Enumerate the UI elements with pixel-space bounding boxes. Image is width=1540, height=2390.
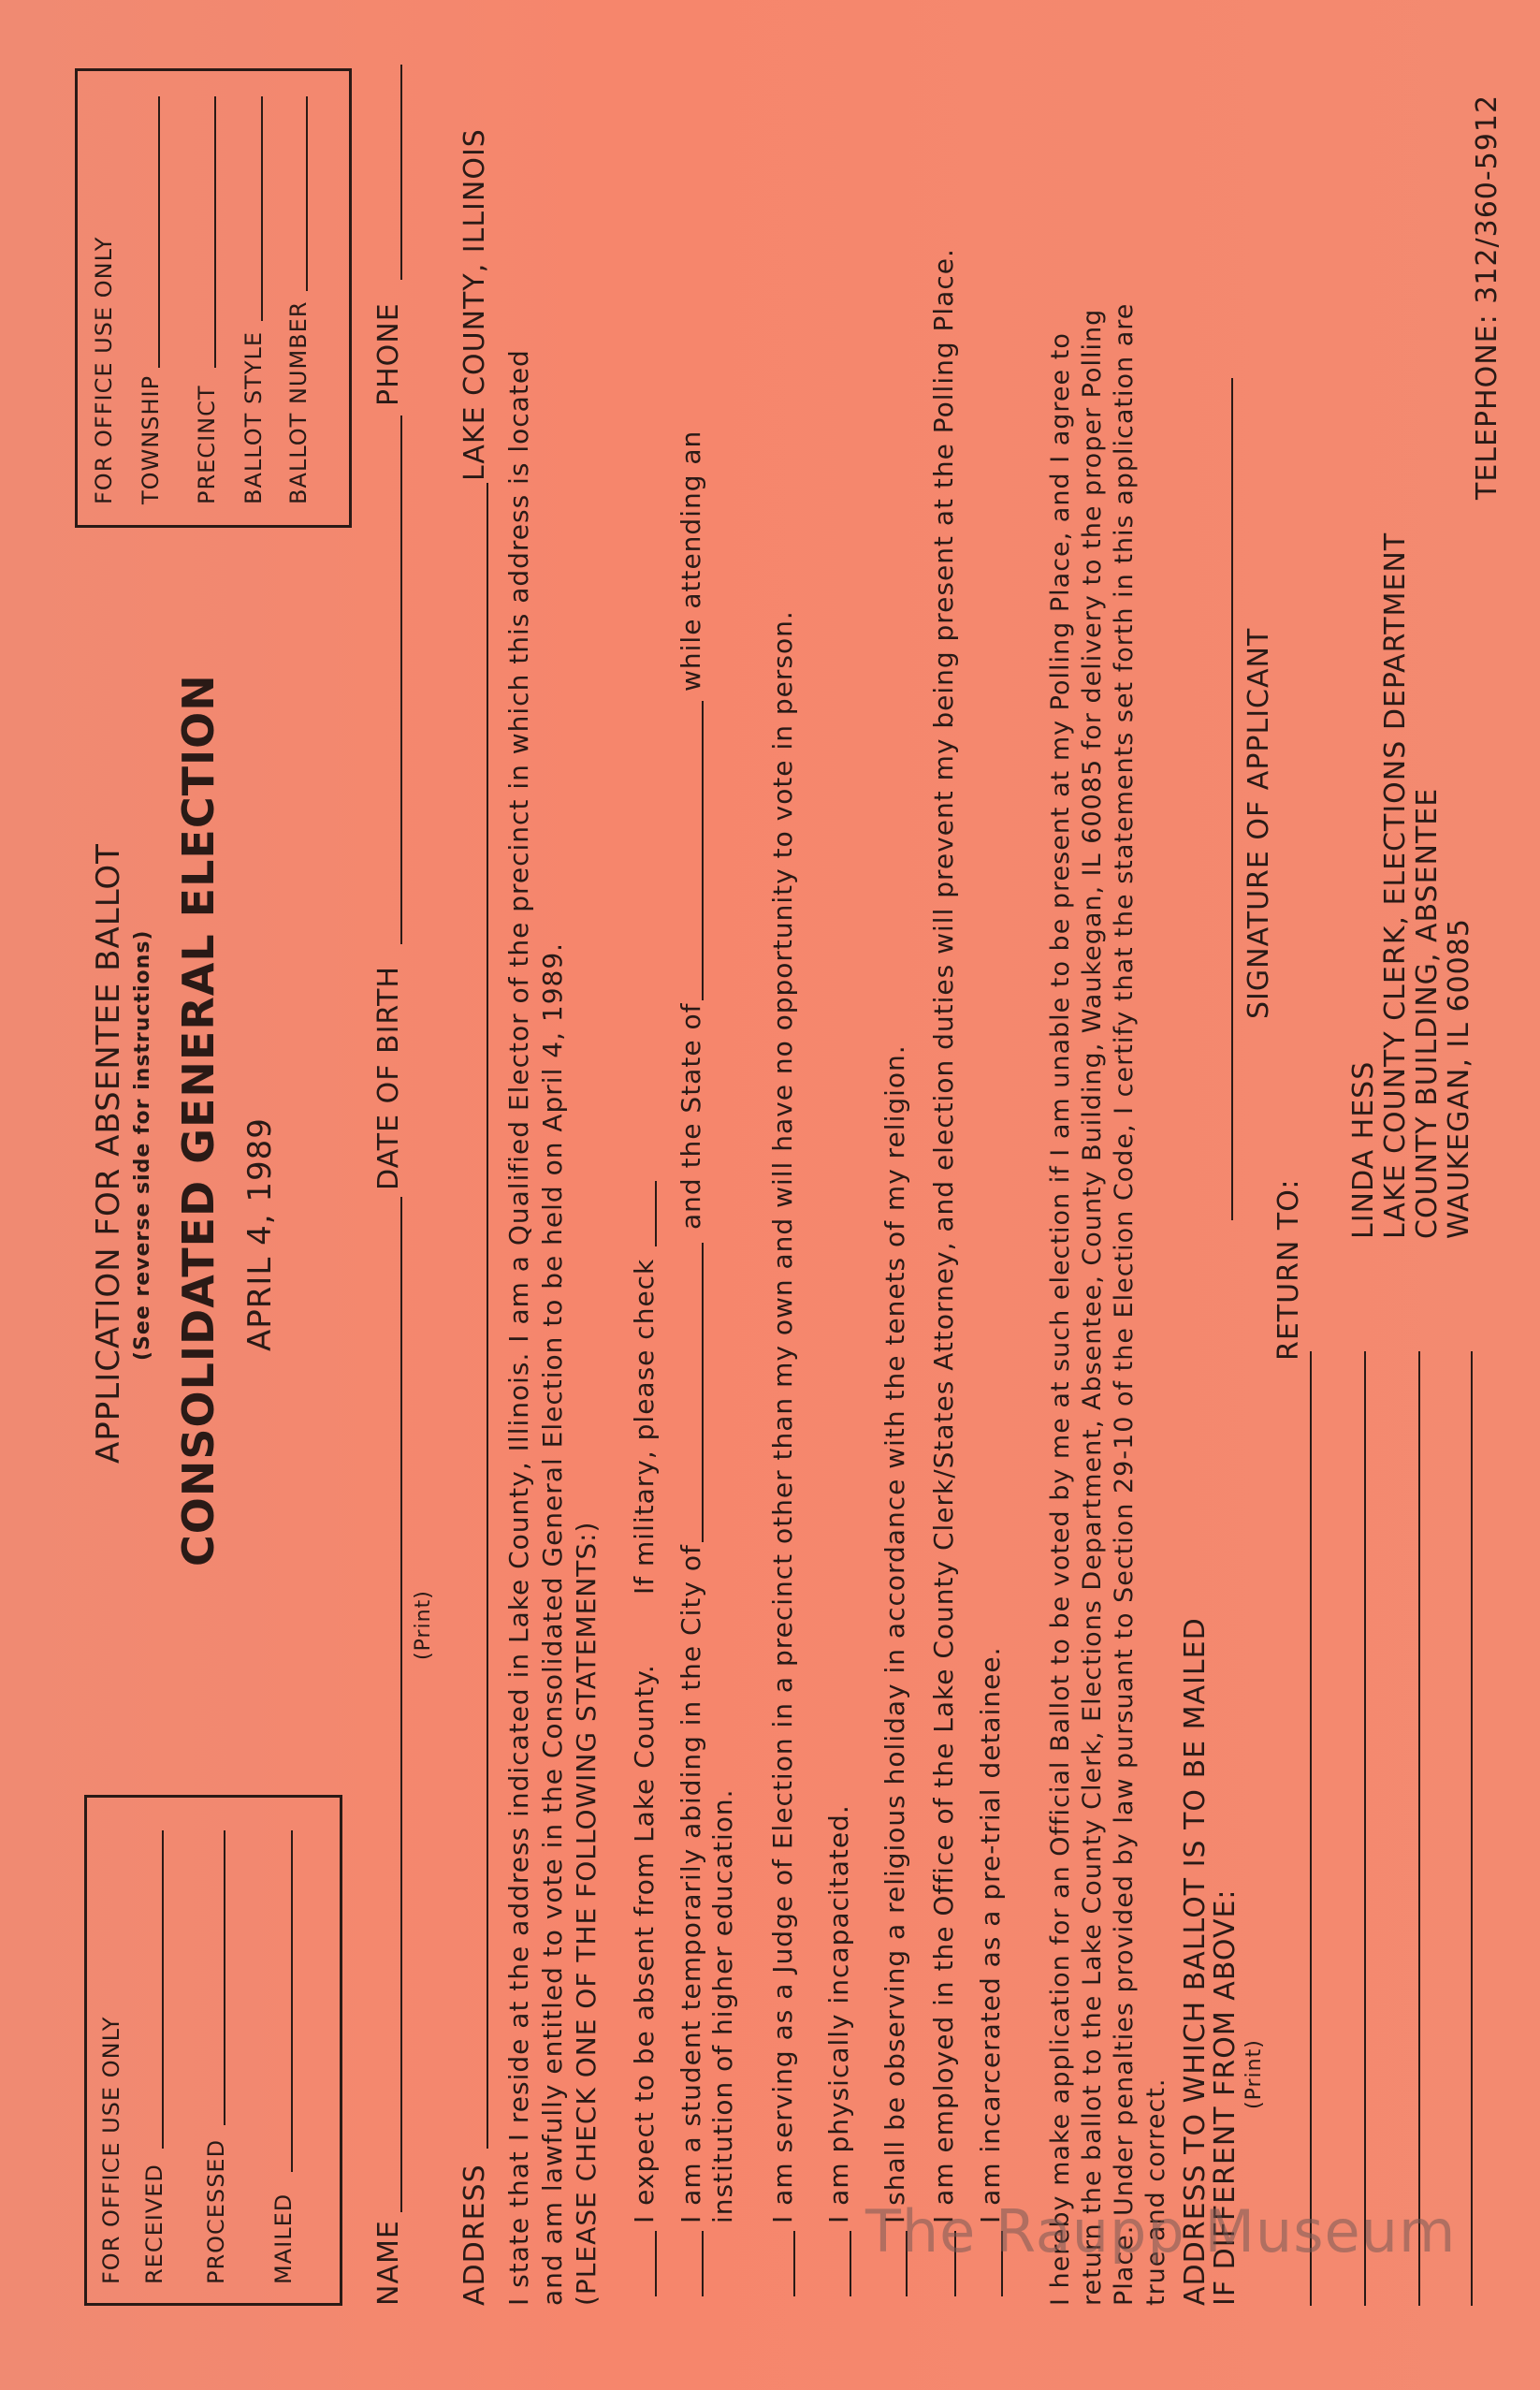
election-date: APRIL 4, 1989 (241, 1117, 279, 1351)
option-absent: I expect to be absent from Lake County. (629, 1664, 660, 2223)
option-religious: I shall be observing a religious holiday in accordance with the tenets of my religion. (879, 1044, 910, 2223)
phone-label: PHONE (372, 302, 405, 406)
township-line[interactable] (158, 96, 160, 368)
statement-line-2: and am lawfully entitled to vote in the Consolidated General Election to be held on April 4, 1989. (537, 941, 568, 2306)
mailing-print-label: (Print) (1242, 2039, 1266, 2109)
checkbox-student[interactable] (702, 2231, 704, 2296)
student-city-field[interactable] (702, 1243, 704, 1542)
checkbox-military[interactable] (655, 1181, 657, 1246)
mailing-address-line-4[interactable] (1471, 1351, 1473, 2306)
museum-watermark: The Raupp Museum (865, 2197, 1457, 2266)
option-incarcerated: I am incarcerated as a pre-trial detainee. (975, 1646, 1006, 2223)
ballot-style-line[interactable] (261, 96, 263, 321)
mailing-line-1: ADDRESS TO WHICH BALLOT IS TO BE MAILED (1179, 1617, 1212, 2306)
processed-line[interactable] (224, 1830, 225, 2125)
office-use-heading-right: FOR OFFICE USE ONLY (91, 236, 117, 504)
address-label: ADDRESS (458, 2164, 491, 2306)
precinct-line[interactable] (214, 96, 216, 368)
mailing-address-line-3[interactable] (1418, 1351, 1420, 2306)
dob-label: DATE OF BIRTH (372, 966, 405, 1190)
name-print-label: (Print) (412, 1590, 435, 1660)
mailed-label: MAILED (270, 2193, 297, 2284)
checkbox-judge[interactable] (793, 2231, 795, 2296)
student-state-field[interactable] (702, 701, 704, 1000)
return-to-line-4: WAUKEGAN, IL 60085 (1443, 918, 1475, 1239)
option-employed: I am employed in the Office of the Lake County Clerk/States Attorney, and election duties will prevent my being present at the Polling Place. (928, 248, 959, 2223)
signature-label: SIGNATURE OF APPLICANT (1242, 627, 1275, 1019)
signature-field[interactable] (1231, 378, 1233, 1220)
form-title: APPLICATION FOR ABSENTEE BALLOT (90, 843, 127, 1464)
certification-line-4: true and correct. (1141, 2077, 1170, 2306)
certification-line-2: return the ballot to the Lake County Clerk, Elections Department, Absentee, County Building, Waukegan, IL 60085 for delivery to the proper Polling (1078, 308, 1107, 2306)
received-label: RECEIVED (141, 2164, 167, 2284)
election-name: CONSOLIDATED GENERAL ELECTION (173, 674, 224, 1567)
ballot-number-line[interactable] (306, 96, 308, 291)
option-student: I am a student temporarily abiding in the City of (676, 1544, 706, 2223)
phone-field[interactable] (400, 65, 402, 280)
option-student-institution: institution of higher education. (707, 1788, 738, 2223)
dob-field[interactable] (400, 415, 402, 944)
received-line[interactable] (162, 1830, 164, 2149)
office-use-box-left (84, 1795, 342, 2306)
mailed-line[interactable] (291, 1830, 293, 2172)
return-to-label: RETURN TO: (1272, 1178, 1305, 1361)
statement-line-1: I state that I reside at the address indicated in Lake County, Illinois. I am a Qualified Elector of the precinct in which this address is located (503, 349, 534, 2306)
ballot-style-label: BALLOT STYLE (240, 330, 267, 504)
checkbox-incapacitated[interactable] (850, 2231, 851, 2296)
option-student-state: and the State of (676, 1002, 706, 1230)
option-student-attending: while attending an (676, 430, 706, 692)
certification-line-3: Place. Under penalties provided by law pursuant to Section 29-10 of the Election Code, I certify that the statements set forth in this application are (1110, 302, 1139, 2306)
mailing-address-line-2[interactable] (1364, 1351, 1366, 2306)
option-judge: I am serving as a Judge of Election in a precinct other than my own and will have no opportunity to vote in person. (767, 610, 798, 2223)
return-to-line-3: COUNTY BUILDING, ABSENTEE (1411, 787, 1444, 1239)
form-subtitle: (See reverse side for instructions) (131, 929, 154, 1361)
county-text: LAKE COUNTY, ILLINOIS (458, 128, 491, 481)
office-use-heading-left: FOR OFFICE USE ONLY (98, 2016, 124, 2284)
township-label: TOWNSHIP (138, 374, 164, 504)
statement-line-3: (PLEASE CHECK ONE OF THE FOLLOWING STATEMENTS:) (571, 1521, 602, 2306)
mailing-address-line-1[interactable] (1310, 1351, 1312, 2306)
checkbox-absent[interactable] (655, 2231, 657, 2296)
certification-line-1: I hereby make application for an Official Ballot to be voted by me at such election if I am unable to be present at my Polling Place, and I agree to (1046, 332, 1075, 2306)
name-label: NAME (372, 2220, 405, 2306)
address-field[interactable] (487, 483, 488, 2149)
ballot-number-label: BALLOT NUMBER (285, 300, 312, 504)
option-military-label: If military, please check (629, 1258, 660, 1595)
office-use-box-right (75, 68, 352, 528)
precinct-label: PRECINCT (194, 385, 220, 504)
telephone-text: TELEPHONE: 312/360-5912 (1471, 94, 1504, 500)
processed-label: PROCESSED (203, 2138, 229, 2284)
mailing-line-2: IF DIFFERENT FROM ABOVE: (1209, 1888, 1242, 2306)
return-to-line-1: LINDA HESS (1347, 1060, 1380, 1239)
return-to-line-2: LAKE COUNTY CLERK, ELECTIONS DEPARTMENT (1379, 532, 1412, 1239)
name-field[interactable] (400, 1197, 402, 2212)
option-incapacitated: I am physically incapacitated. (823, 1804, 854, 2223)
